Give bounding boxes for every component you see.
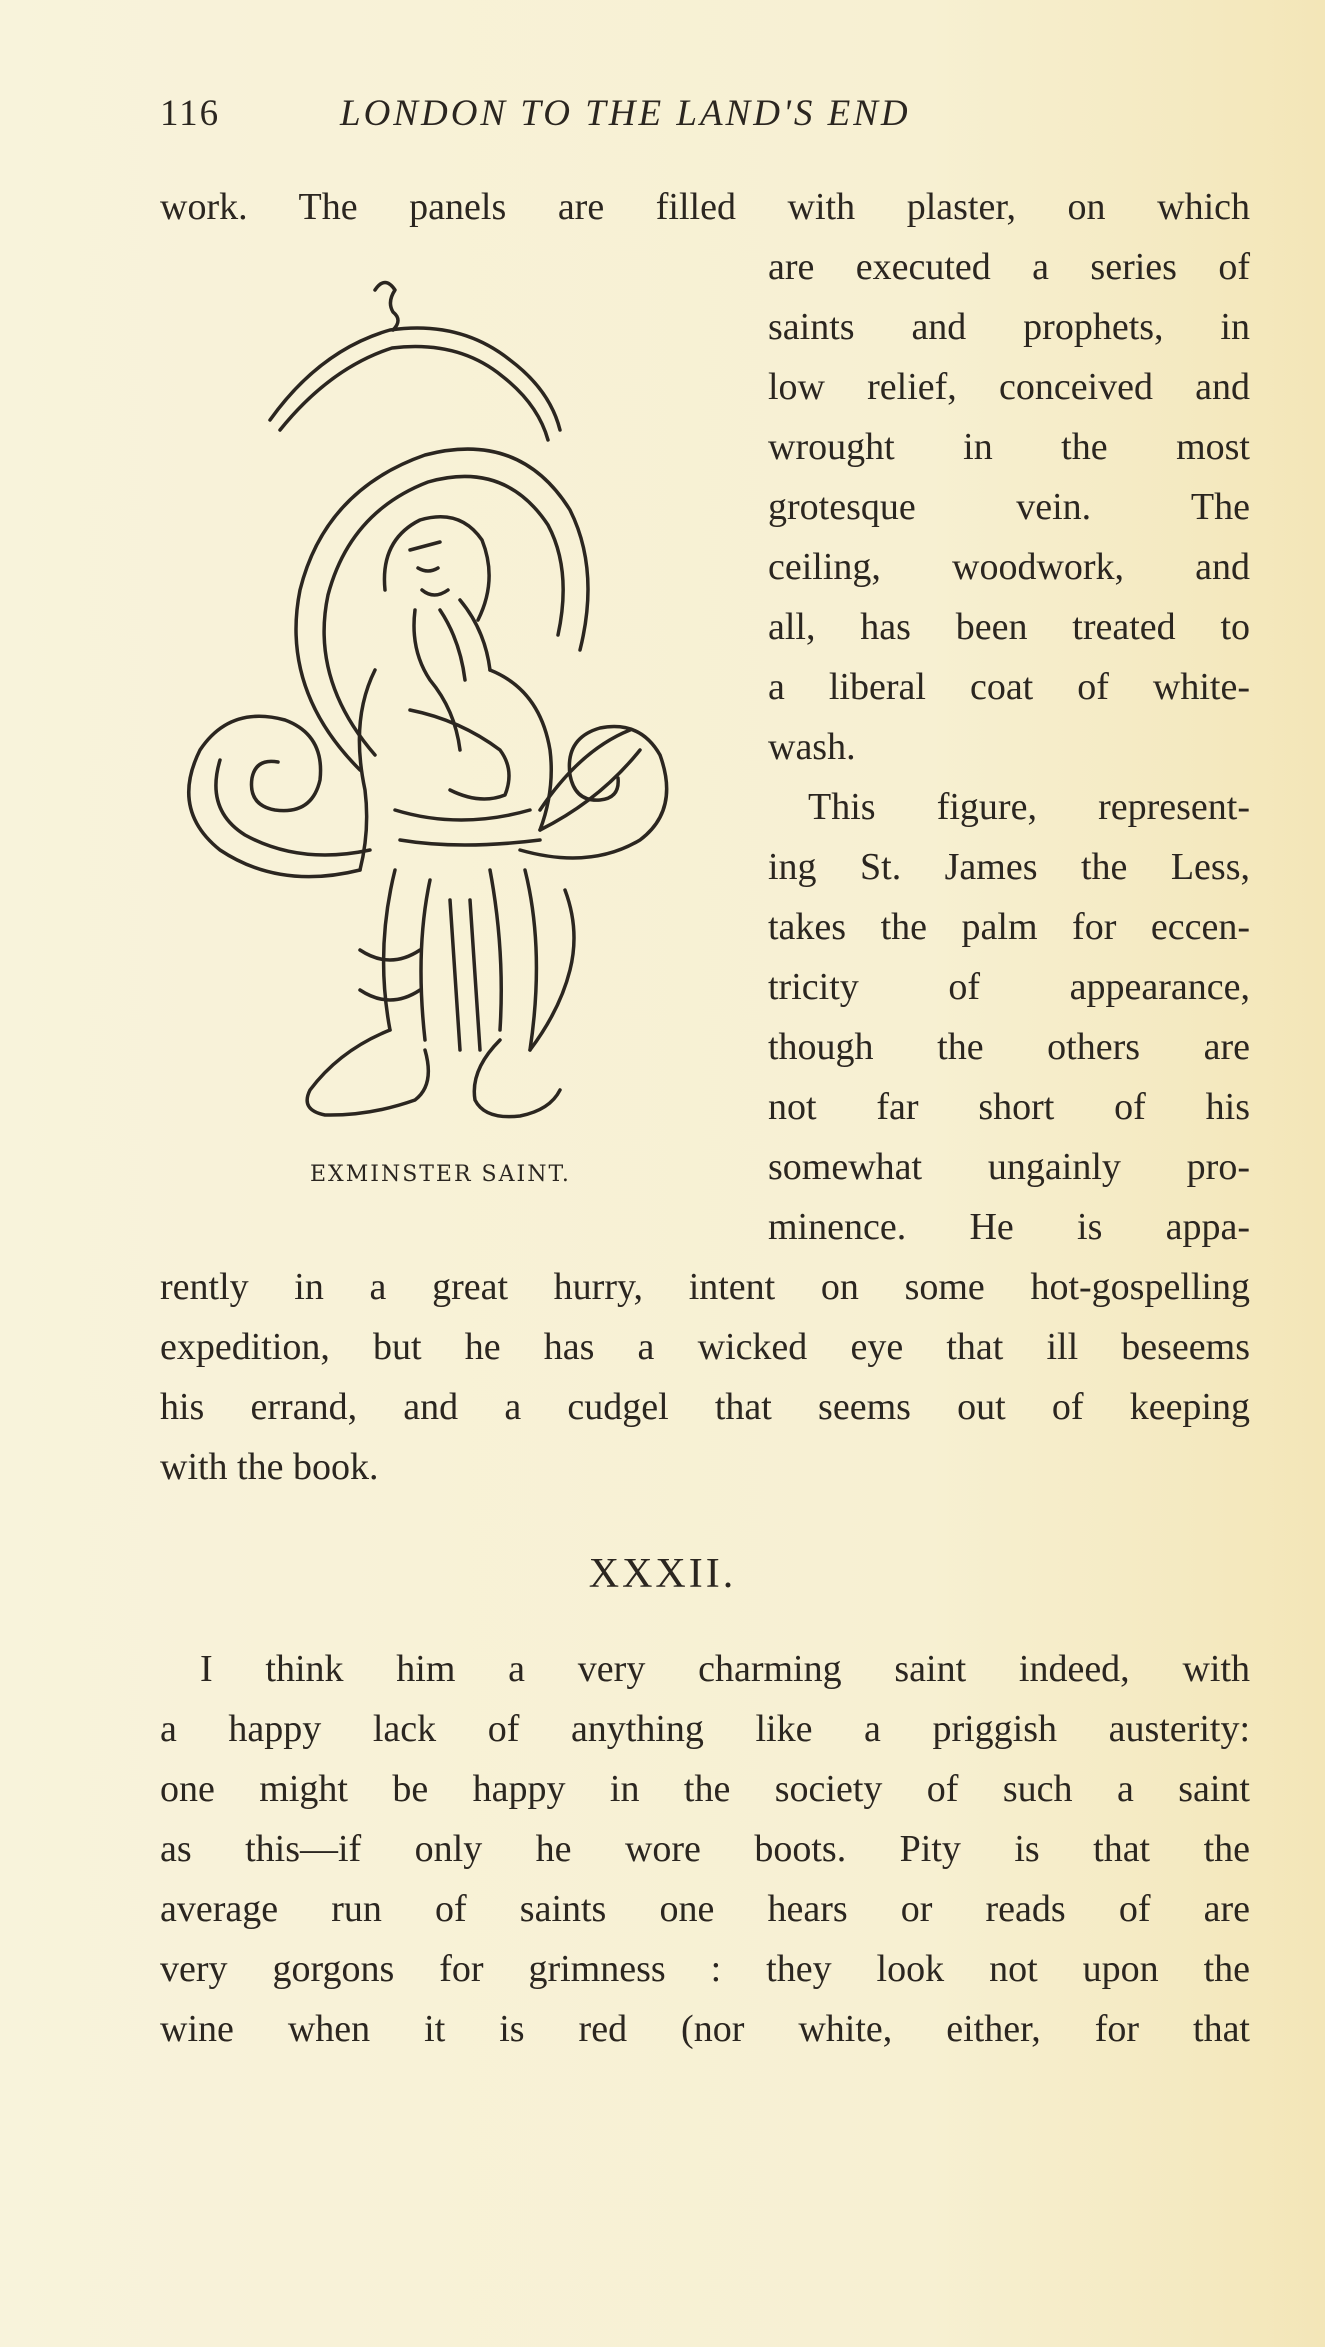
text-line: a liberal coat of white- [768, 666, 1250, 708]
text-line: tricity of appearance, [768, 966, 1250, 1008]
text-line: work. The panels are filled with plaster, on which [160, 186, 1250, 228]
text-line: ing St. James the Less, [768, 846, 1250, 888]
text-line: average run of saints one hears or reads of are [160, 1888, 1250, 1930]
text-line: a happy lack of anything like a priggish austerity: [160, 1708, 1250, 1750]
text-line: very gorgons for grimness : they look not upon the [160, 1948, 1250, 1990]
text-line: I think him a very charming saint indeed, with [200, 1648, 1250, 1690]
figure-caption: EXMINSTER SAINT. [310, 1162, 571, 1187]
text-line: minence. He is appa- [768, 1206, 1250, 1248]
text-line: This figure, represent- [808, 786, 1250, 828]
text-line: ceiling, woodwork, and [768, 546, 1250, 588]
text-line: rently in a great hurry, intent on some hot-gospelling [160, 1266, 1250, 1308]
text-line: somewhat ungainly pro- [768, 1146, 1250, 1188]
text-line: one might be happy in the society of such a saint [160, 1768, 1250, 1810]
text-line: expedition, but he has a wicked eye that ill beseems [160, 1326, 1250, 1368]
text-line: wash. [768, 726, 856, 768]
text-line: though the others are [768, 1026, 1250, 1068]
text-line: with the book. [160, 1446, 379, 1488]
running-title: LONDON TO THE LAND'S END [340, 93, 911, 134]
text-line: grotesque vein. The [768, 486, 1250, 528]
page-number: 116 [160, 93, 221, 134]
text-line: are executed a series of [768, 246, 1250, 288]
section-heading: XXXII. [588, 1551, 737, 1597]
text-line: all, has been treated to [768, 606, 1250, 648]
text-line: low relief, conceived and [768, 366, 1250, 408]
text-line: wrought in the most [768, 426, 1250, 468]
text-line: takes the palm for eccen- [768, 906, 1250, 948]
text-line: saints and prophets, in [768, 306, 1250, 348]
page-header [160, 92, 1240, 142]
text-line: as this—if only he wore boots. Pity is that the [160, 1828, 1250, 1870]
text-line: his errand, and a cudgel that seems out of keeping [160, 1386, 1250, 1428]
text-line: wine when it is red (nor white, either, for that [160, 2008, 1250, 2050]
text-line: not far short of his [768, 1086, 1250, 1128]
saint-illustration [160, 250, 750, 1150]
exminster-saint-figure [160, 250, 750, 1187]
